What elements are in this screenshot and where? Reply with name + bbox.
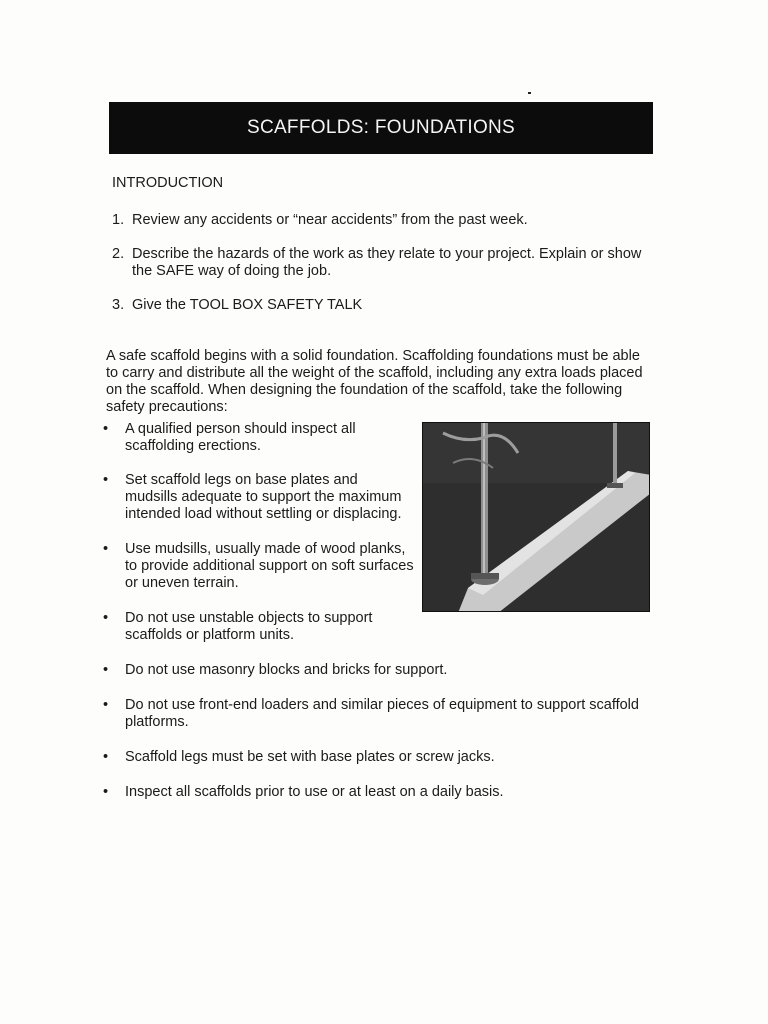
list-item	[102, 541, 414, 592]
bullet-text: Use mudsills, usually made of wood planks, to provide additional support on soft surfaces or uneven terrain.	[125, 541, 414, 591]
bullet-text: A qualified person should inspect all scaffolding erections.	[125, 421, 356, 454]
step-number: 2.	[112, 246, 125, 262]
bullet-text: Set scaffold legs on base plates and mudsills adequate to support the maximum intended load without settling or displacing.	[125, 472, 402, 522]
bullet-text: Do not use masonry blocks and bricks for support.	[125, 662, 448, 678]
bullet-icon: •	[103, 697, 109, 713]
bullet-text: Do not use unstable objects to support scaffolds or platform units.	[125, 610, 373, 643]
list-item	[102, 472, 412, 523]
page-title: SCAFFOLDS: FOUNDATIONS	[246, 117, 516, 138]
step-item	[112, 297, 652, 314]
step-text: Give the TOOL BOX SAFETY TALK	[132, 297, 363, 313]
step-text: Review any accidents or “near accidents” from the past week.	[132, 212, 528, 228]
step-item	[112, 212, 652, 229]
precautions-list	[102, 421, 647, 801]
step-number: 1.	[112, 212, 125, 228]
bullet-icon: •	[103, 749, 109, 765]
bullet-icon: •	[103, 421, 109, 437]
bullet-text: Do not use front-end loaders and similar pieces of equipment to support scaffold platforms.	[125, 697, 639, 730]
step-item	[112, 246, 652, 280]
bullet-icon: •	[103, 784, 109, 800]
list-item	[102, 662, 647, 679]
list-item	[102, 697, 647, 731]
scan-speck	[528, 92, 531, 94]
bullet-icon: •	[103, 541, 109, 557]
bullet-icon: •	[103, 610, 109, 626]
step-text: Describe the hazards of the work as they relate to your project. Explain or show the SAFE way of doing the job.	[132, 246, 642, 279]
title-banner	[109, 102, 653, 154]
bullet-icon: •	[103, 662, 109, 678]
list-item	[102, 610, 412, 644]
list-item	[102, 421, 412, 455]
section-heading-introduction: INTRODUCTION	[112, 175, 224, 191]
bullet-text: Scaffold legs must be set with base plates or screw jacks.	[125, 749, 495, 765]
intro-paragraph: A safe scaffold begins with a solid foundation. Scaffolding foundations must be able to carry and distribute all the weight of the scaffold, including any extra loads placed on the scaffold. When designing the foundation of the scaffold, take the following safety precautions:	[106, 347, 643, 415]
list-item	[102, 749, 647, 766]
step-number: 3.	[112, 297, 125, 313]
bullet-text: Inspect all scaffolds prior to use or at least on a daily basis.	[125, 784, 504, 800]
list-item	[102, 784, 647, 801]
intro-steps-list	[112, 212, 652, 331]
bullet-icon: •	[103, 472, 109, 488]
